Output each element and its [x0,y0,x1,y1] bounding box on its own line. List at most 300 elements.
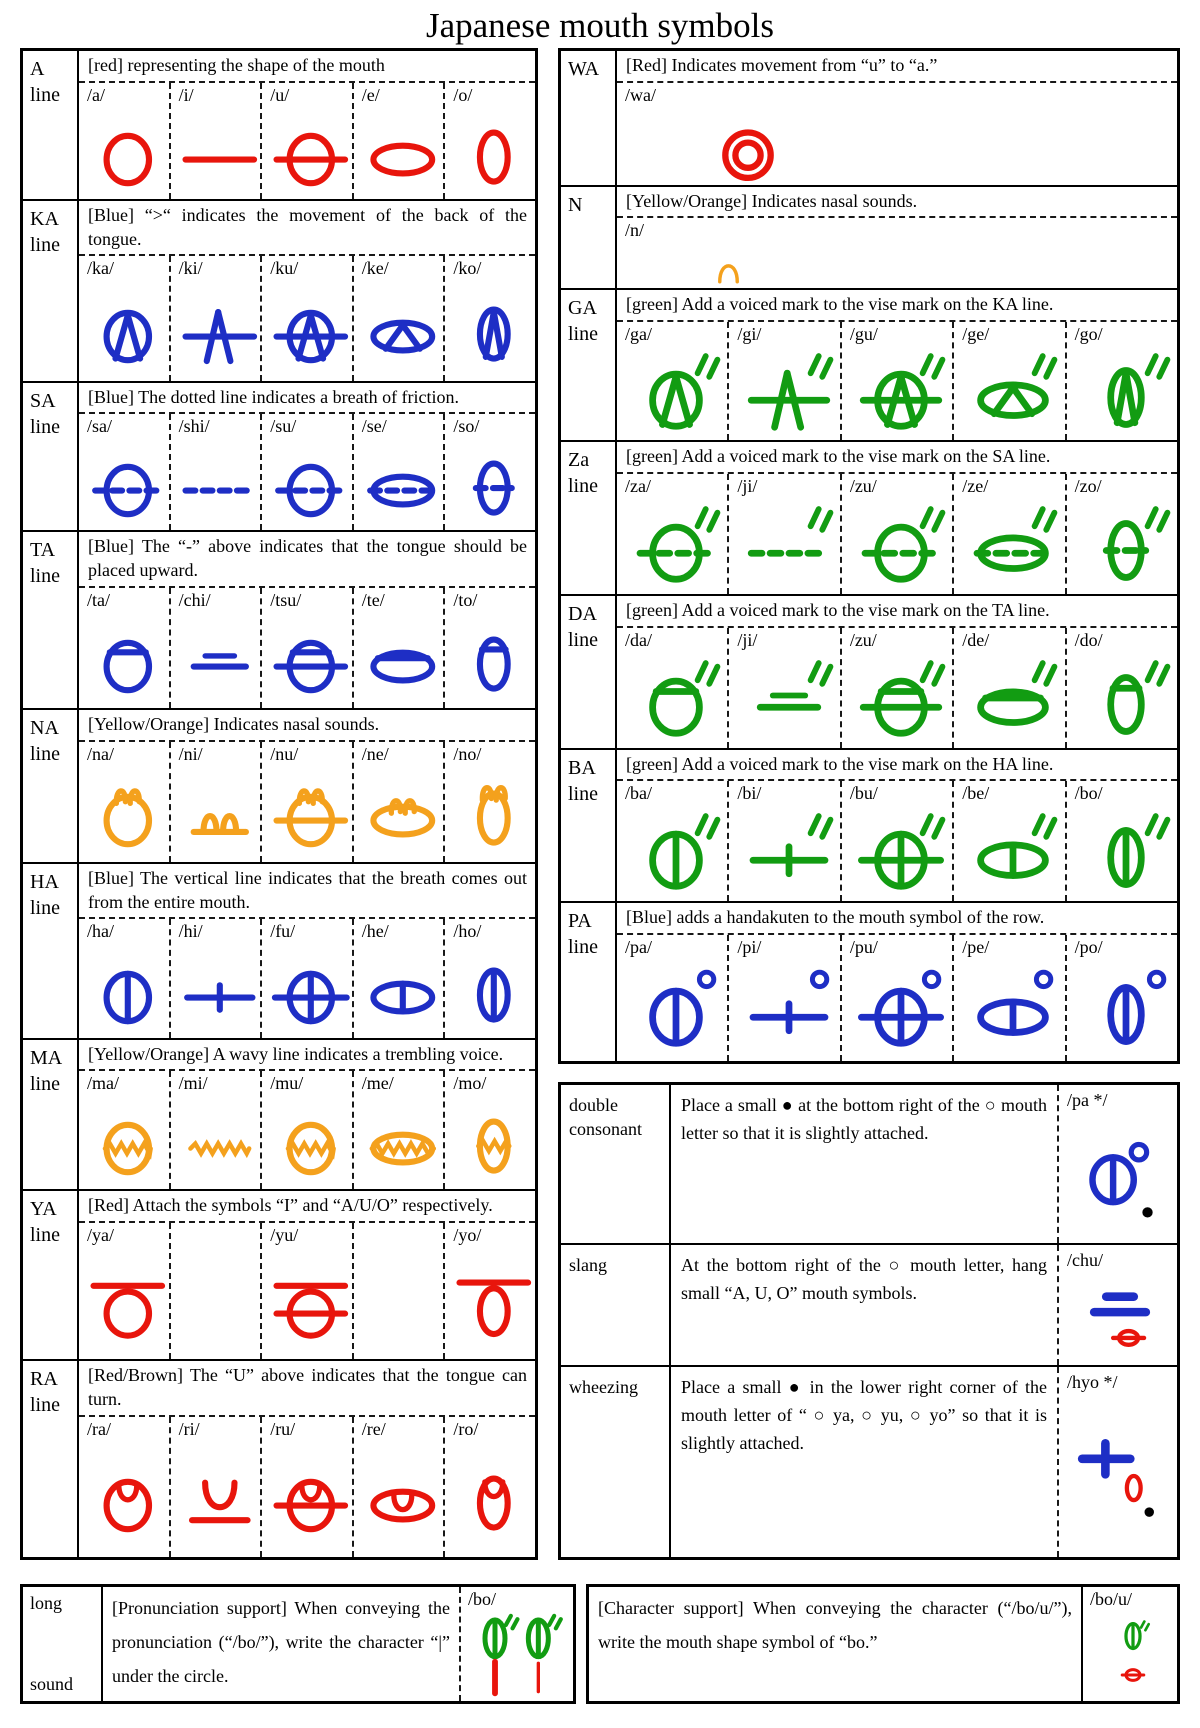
mouth-symbol-ji [737,500,839,592]
syllable-label: /ri/ [178,1418,200,1439]
syllable-cell [169,1417,261,1557]
syllable-label: /na/ [87,743,114,764]
syllable-label: /ha/ [87,921,114,942]
mouth-symbol-pi [737,961,839,1059]
row-description: [Red] Attach the symbols “I” and “A/U/O” respectively. [79,1191,535,1223]
mouth-symbol-zu [850,500,952,592]
syllable-cell [260,256,352,380]
syllable-label: /ro/ [453,1418,479,1439]
row-body [79,864,535,1038]
syllable-label: /hi/ [178,921,203,942]
mouth-symbol-be [962,807,1064,899]
row-body [79,1361,535,1557]
row-description: [Blue] The vertical line indicates that the breath comes out from the entire mouth. [79,864,535,920]
syllable-cell [952,322,1064,440]
mouth-symbol-pu [850,961,952,1059]
mouth-symbol-do [1075,654,1177,746]
row-body [617,903,1177,1061]
syllable-cell [727,474,839,594]
syllable-cell [443,1071,535,1189]
row-body [617,750,1177,902]
mouth-symbol-zo [1075,500,1177,592]
syllable-cell [260,414,352,530]
syllable-cells [79,919,535,1037]
syllable-cell [79,1223,169,1359]
syllable-label [179,1225,261,1249]
mouth-symbol-hi [179,945,261,1035]
syllable-label: /ke/ [361,258,389,279]
special-rule-term: wheezing [561,1367,671,1557]
mouth-symbol-fu [270,945,352,1035]
syllable-cell [952,935,1064,1061]
mouth-symbol-mi [179,1097,261,1187]
mouth-symbol-ga [625,348,727,438]
syllable-label: /sa/ [87,416,112,437]
row-ha-line [23,862,535,1038]
syllable-label: /ze/ [962,475,989,496]
syllable-cell [617,628,727,748]
syllable-label: /pu/ [849,937,878,958]
syllable-label: /ma/ [87,1073,119,1094]
syllable-cell [260,1417,352,1557]
mouth-symbol-go [1075,348,1177,438]
row-label: HA line [23,864,79,1038]
mouth-symbol-ru [270,1443,352,1555]
syllable-label: /chi/ [178,589,211,610]
syllable-cell [443,1223,535,1359]
syllable-label: /hyo */ [1067,1372,1118,1393]
syllable-cells [79,588,535,708]
syllable-cell [79,742,169,862]
syllable-cell [352,83,444,199]
row-description: [green] Add a voiced mark to the vise mark on the HA line. [617,750,1177,782]
row-description: [Blue] The “-” above indicates that the tongue should be placed upward. [79,532,535,588]
mouth-symbol-chu [1067,1274,1173,1363]
syllable-label: /ru/ [270,1418,296,1439]
mouth-symbol-de [962,654,1064,746]
syllable-label: /pa */ [1067,1090,1108,1110]
special-rule-row-wheezing [561,1365,1177,1557]
syllable-label: /ya/ [87,1225,114,1246]
syllable-label: /bo/ [1074,783,1103,804]
row-label: TA line [23,532,79,708]
mouth-symbol-nu [270,768,352,860]
row-description: [Blue] “>“ indicates the movement of the back of the tongue. [79,201,535,257]
syllable-cell [169,1071,261,1189]
special-rule-text: Place a small ● at the bottom right of the ○ mouth letter so that it is slightly attached. [681,1095,1047,1143]
syllable-cell [617,322,727,440]
syllable-label: /ko/ [453,258,482,279]
syllable-cell [727,628,839,748]
special-rule-row-slang [561,1243,1177,1365]
row-label: DA line [561,596,617,748]
mouth-symbol-ke [362,282,444,378]
page-title: Japanese mouth symbols [425,6,775,45]
syllable-label: /re/ [361,1418,386,1439]
syllable-label: /ji/ [737,475,758,496]
row-label: RA line [23,1361,79,1557]
mouth-symbol-ho [453,945,535,1035]
row-ba-line [561,748,1177,902]
syllable-label: /n/ [625,220,645,241]
mouth-symbol-ma [87,1097,169,1187]
syllable-cell [443,83,535,199]
syllable-cells [617,935,1177,1061]
row-label: WA [561,51,617,185]
row-ga-line [561,288,1177,440]
mouth-symbol-ta [87,614,169,706]
row-label: Za line [561,442,617,594]
support-text: [Pronunciation support] When conveying the pronunciation (“/bo/”), write the character “|” under the circle. [112,1598,450,1687]
mouth-symbol-zu [850,654,952,746]
mouth-symbol-ko [453,282,535,378]
mouth-symbol-ro [453,1443,535,1555]
syllable-label: /me/ [361,1073,394,1094]
syllable-label: /gi/ [737,324,762,345]
support-term-word: long [30,1593,63,1613]
row-body [617,442,1177,594]
mouth-symbol-ri [179,1443,261,1555]
mouth-symbol-za [625,500,727,592]
syllable-cells [617,474,1177,594]
mouth-symbol-wa [625,109,1177,193]
mouth-symbol-mo [453,1097,535,1187]
syllable-label: /gu/ [849,324,878,345]
row-description: [Red/Brown] The “U” above indicates that the tongue can turn. [79,1361,535,1417]
mouth-symbol-na [87,768,169,860]
mouth-symbol-empty [362,1249,444,1357]
syllable-cell [260,742,352,862]
syllable-cells [79,256,535,380]
support-table-character [586,1584,1180,1704]
row-label: A line [23,51,79,199]
mouth-symbol-pe [962,961,1064,1059]
syllable-cell [352,414,444,530]
syllable-cell [1065,474,1177,594]
syllable-label: /za/ [625,475,651,496]
row-description: [Blue] adds a handakuten to the mouth symbol of the row. [617,903,1177,935]
syllable-label: /zu/ [849,475,877,496]
syllable-label: /e/ [361,84,380,105]
mouth-symbol-chi [179,614,261,706]
syllable-cell [1065,628,1177,748]
syllable-label: /yu/ [270,1225,299,1246]
syllable-cell [952,628,1064,748]
mouth-symbol-e [362,109,444,197]
row-description: [green] Add a voiced mark to the vise mark on the SA line. [617,442,1177,474]
syllable-cells [79,83,535,199]
syllable-cell [443,919,535,1037]
syllable-label: /ta/ [87,589,110,610]
syllable-cell [169,919,261,1037]
syllable-label: /pa/ [625,937,652,958]
syllable-cell [169,414,261,530]
syllable-label: /i/ [178,84,194,105]
row-body [79,51,535,199]
syllable-label: /wa/ [625,84,656,105]
syllable-label: /da/ [625,629,652,650]
special-rule-body [671,1367,1177,1557]
syllable-label: /he/ [361,921,389,942]
mouth-symbol-gu [850,348,952,438]
special-rule-body [671,1085,1177,1243]
row-body [79,532,535,708]
row-za-line [561,440,1177,594]
mouth-symbol-bu [850,807,952,899]
special-rule-text: Place a small ● in the lower right corner of the mouth letter of “ ○ ya, ○ yu, ○ yo” so that it is slightly attached. [681,1377,1047,1454]
syllable-cell [952,474,1064,594]
mouth-symbol-te [362,614,444,706]
syllable-label: /se/ [361,416,387,437]
syllable-cell [840,628,952,748]
syllable-cell [443,256,535,380]
row-description: [Yellow/Orange] Indicates nasal sounds. [79,710,535,742]
syllable-cell [79,256,169,380]
row-body [617,187,1177,289]
row-description: [Red] Indicates movement from “u” to “a.” [617,51,1177,83]
special-rule-symbol [1057,1085,1177,1243]
syllable-cells [79,1071,535,1189]
syllable-label: /no/ [453,743,482,764]
syllable-cell [443,588,535,708]
syllable-cells [617,83,1177,185]
row-body [79,1191,535,1359]
support-symbol [459,1587,573,1701]
mouth-symbol-empty [179,1249,261,1357]
syllable-label: /mi/ [178,1073,208,1094]
row-description: [Yellow/Orange] A wavy line indicates a trembling voice. [79,1040,535,1072]
syllable-cell [169,1223,261,1359]
row-label: SA line [23,383,79,531]
syllable-label [362,1225,444,1249]
special-rule-symbol [1057,1367,1177,1557]
syllable-label: /so/ [453,416,480,437]
syllable-cell [352,1223,444,1359]
mouth-symbol-sa [87,440,169,528]
row-ya-line [23,1189,535,1359]
mouth-symbol-pa [625,961,727,1059]
support-symbol [1081,1587,1177,1701]
row-wa [561,51,1177,185]
syllable-label: /bo/ [468,1589,497,1609]
mouth-symbol-n [625,244,1177,290]
row-body [79,383,535,531]
mouth-symbol-hyo [1067,1396,1173,1555]
syllable-cell [1065,935,1177,1061]
row-label: MA line [23,1040,79,1190]
syllable-cell [169,742,261,862]
syllable-cell [260,919,352,1037]
syllable-label: /ge/ [962,324,990,345]
syllable-label: /pi/ [737,937,762,958]
syllable-label: /chu/ [1067,1250,1103,1271]
syllable-cells [617,628,1177,748]
row-label: PA line [561,903,617,1061]
row-ma-line [23,1038,535,1190]
mouth-symbol-ze [962,500,1064,592]
syllable-cell [617,83,1177,185]
syllable-label: /mo/ [453,1073,487,1094]
syllable-label: /ga/ [625,324,652,345]
mouth-symbol-ba [625,807,727,899]
syllable-cell [260,83,352,199]
syllable-label: /zu/ [849,629,877,650]
row-description: [Blue] The dotted line indicates a breath of friction. [79,383,535,415]
mouth-symbol-bi [737,807,839,899]
row-label: BA line [561,750,617,902]
syllable-cell [169,83,261,199]
syllable-cell [952,781,1064,901]
support-term-word: sound [30,1674,74,1694]
syllable-cells [79,1223,535,1359]
syllable-label: /ho/ [453,921,482,942]
special-rule-row-double-consonant [561,1085,1177,1243]
syllable-label: /do/ [1074,629,1103,650]
syllable-label: /go/ [1074,324,1103,345]
syllable-cell [443,742,535,862]
syllable-cell [1065,781,1177,901]
mouth-symbol-bo [1075,807,1177,899]
syllable-cell [352,588,444,708]
mouth-symbol-a [87,109,169,197]
mouth-symbol-ka [87,282,169,378]
row-description: [red] representing the shape of the mouth [79,51,535,83]
syllable-cell [79,919,169,1037]
syllable-cell [840,781,952,901]
syllable-cell [840,322,952,440]
syllable-label: /bo/u/ [1090,1589,1133,1609]
right-column [558,48,1180,1560]
mouth-symbol-o [453,109,535,197]
syllable-cell [443,414,535,530]
row-description: [green] Add a voiced mark to the vise mark on the TA line. [617,596,1177,628]
syllable-label: /tsu/ [270,589,302,610]
row-label: YA line [23,1191,79,1359]
syllable-label: /yo/ [453,1225,482,1246]
row-sa-line [23,381,535,531]
row-ta-line [23,530,535,708]
mouth-symbol-pastar [1067,1114,1173,1241]
mouth-symbol-he [362,945,444,1035]
mouth-symbol-po [1075,961,1177,1059]
syllable-label: /zo/ [1074,475,1102,496]
syllable-label: /ji/ [737,629,758,650]
syllable-cell [79,414,169,530]
mouth-symbol-shi [179,440,261,528]
syllable-cell [260,1071,352,1189]
syllable-cells [79,742,535,862]
special-rule-term: double consonant [561,1085,671,1243]
syllable-label: /pe/ [962,937,990,958]
special-rule-text: At the bottom right of the ○ mouth letter, hang small “A, U, O” mouth symbols. [681,1255,1047,1303]
syllable-cell [79,1071,169,1189]
syllable-cell [169,256,261,380]
special-rule-symbol [1057,1245,1177,1365]
syllable-cell [1065,322,1177,440]
mouth-symbol-i [179,109,261,197]
syllable-label: /ka/ [87,258,114,279]
row-body [79,201,535,381]
special-rule-term: slang [561,1245,671,1365]
syllable-cell [617,781,727,901]
row-label: GA line [561,290,617,440]
syllable-label: /ku/ [270,258,299,279]
mouth-symbol-ni [179,768,261,860]
syllable-label: /bi/ [737,783,762,804]
syllable-cell [352,742,444,862]
mouth-symbol-to [453,614,535,706]
syllable-label: /o/ [453,84,473,105]
mouth-symbol-so [453,440,535,528]
syllable-label: /ba/ [625,783,652,804]
mouth-symbol-su [270,440,352,528]
mouth-symbol-ki [179,282,261,378]
syllable-cell [352,256,444,380]
mouth-symbol-gi [737,348,839,438]
syllable-cells [617,218,1177,288]
row-body [617,596,1177,748]
syllable-cell [840,474,952,594]
syllable-label: /bu/ [849,783,878,804]
syllable-cells [617,781,1177,901]
syllable-cell [79,588,169,708]
syllable-label: /be/ [962,783,990,804]
syllable-cell [727,935,839,1061]
mouth-symbol-da [625,654,727,746]
syllable-cell [79,1417,169,1557]
syllable-cell [79,83,169,199]
support-text: [Character support] When conveying the character (“/bo/u/”), write the mouth shape symbol of “bo.” [598,1598,1072,1653]
syllable-cell [727,781,839,901]
syllable-cell [352,1071,444,1189]
row-da-line [561,594,1177,748]
mouth-symbol-yu [270,1249,352,1357]
syllable-label: /ra/ [87,1418,111,1439]
row-body [79,1040,535,1190]
syllable-label: /to/ [453,589,478,610]
syllable-cell [352,919,444,1037]
mouth-symbol-ra [87,1443,169,1555]
row-label: NA line [23,710,79,862]
row-ra-line [23,1359,535,1557]
syllable-cell [840,935,952,1061]
syllable-label: /a/ [87,84,105,105]
row-description: [green] Add a voiced mark to the vise mark on the KA line. [617,290,1177,322]
syllable-label: /u/ [270,84,290,105]
mouth-symbol-ji [737,654,839,746]
syllable-cell [260,588,352,708]
syllable-label: /ne/ [361,743,389,764]
syllable-label: /po/ [1074,937,1103,958]
syllable-cells [79,414,535,530]
mouth-symbol-ku [270,282,352,378]
mouth-symbol-ha [87,945,169,1035]
row-body [79,710,535,862]
special-rules-table [558,1082,1180,1560]
mouth-symbol-ya [87,1249,169,1357]
syllable-label: /ni/ [178,743,203,764]
row-body [617,51,1177,185]
special-rule-body [671,1245,1177,1365]
mouth-symbol-bolong [468,1611,571,1699]
support-term [23,1587,103,1701]
mouth-symbol-yo [453,1249,535,1357]
syllable-label: /shi/ [178,416,210,437]
syllable-label: /su/ [270,416,297,437]
mouth-symbol-no [453,768,535,860]
row-n [561,185,1177,289]
syllable-cells [79,1417,535,1557]
